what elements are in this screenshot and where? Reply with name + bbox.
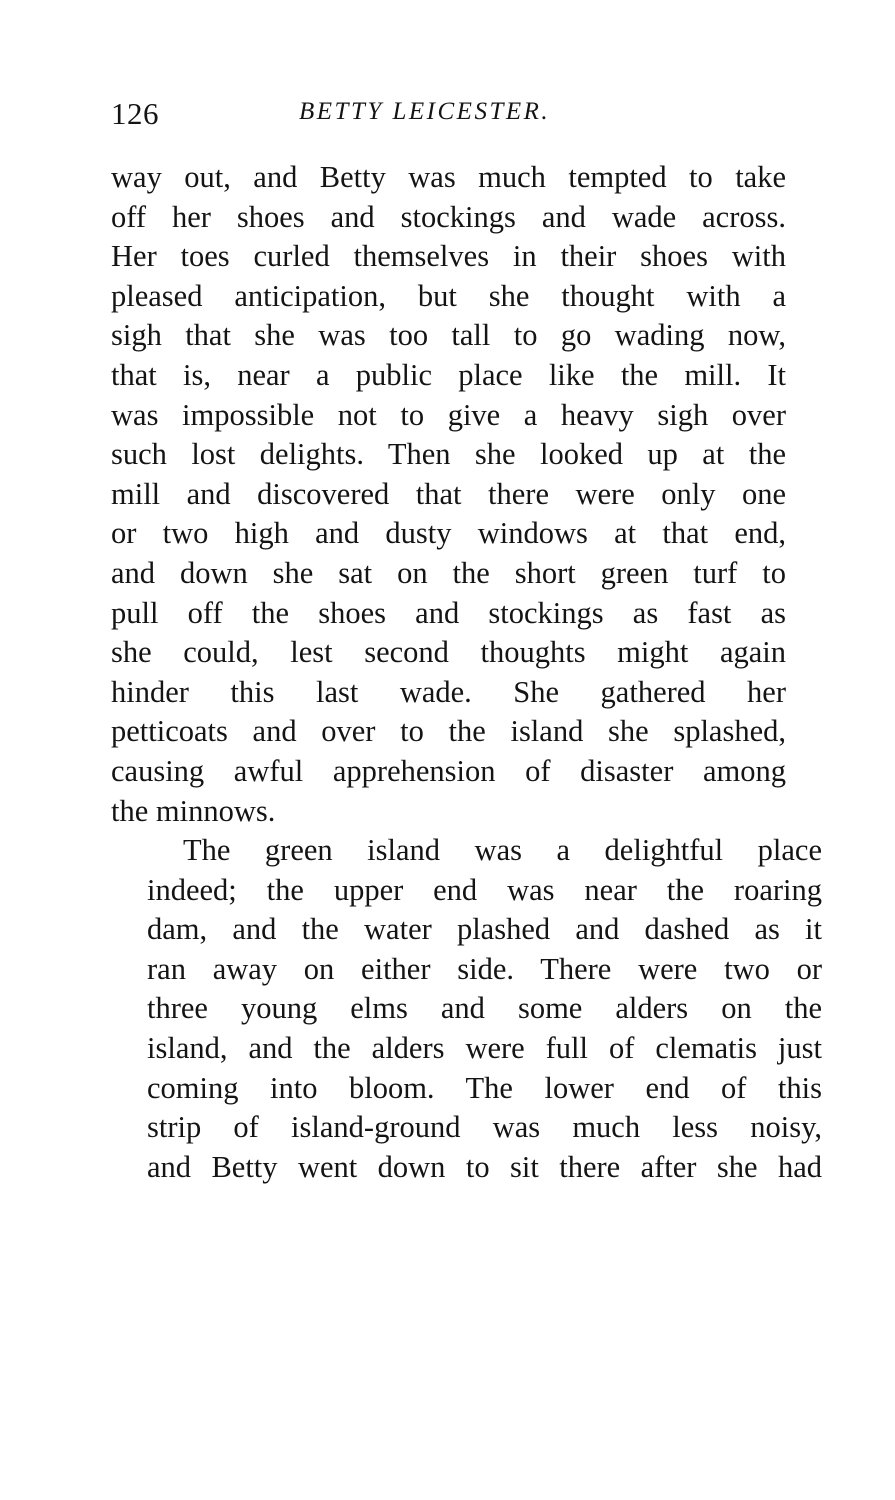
text-line: hinder this last wade. She gathered her	[111, 674, 786, 709]
page-header	[111, 96, 786, 136]
text-line: pull off the shoes and stockings as fast as	[111, 595, 786, 630]
text-line: Her toes curled themselves in their shoes with	[111, 239, 786, 274]
text-line: strip of island-ground was much less noisy,	[147, 1110, 822, 1145]
running-title: BETTY LEICESTER.	[299, 98, 551, 125]
text-line: The green island was a delightful place	[183, 833, 822, 868]
text-line: and down she sat on the short green turf to	[111, 555, 786, 590]
text-line: such lost delights. Then she looked up at the	[111, 437, 786, 472]
text-line: sigh that she was too tall to go wading now,	[111, 318, 786, 353]
text-line: the minnows.	[111, 793, 276, 828]
text-line: way out, and Betty was much tempted to take	[111, 160, 786, 194]
page-number: 126	[111, 96, 159, 131]
text-line: off her shoes and stockings and wade across.	[111, 199, 786, 234]
text-line: pleased anticipation, but she thought with a	[111, 278, 786, 313]
text-line: dam, and the water plashed and dashed as it	[147, 912, 822, 947]
text-line: and Betty went down to sit there after she had	[147, 1149, 822, 1184]
text-line: three young elms and some alders on the	[147, 991, 822, 1026]
text-line: was impossible not to give a heavy sigh over	[111, 397, 786, 432]
text-line: petticoats and over to the island she splashed,	[111, 714, 786, 749]
paragraph-2	[111, 831, 822, 1187]
text-line: ran away on either side. There were two or	[147, 951, 822, 986]
body-text	[111, 158, 822, 1187]
text-line: or two high and dusty windows at that end,	[111, 516, 786, 551]
text-line: island, and the alders were full of clematis just	[147, 1031, 822, 1066]
text-line: that is, near a public place like the mill. It	[111, 357, 786, 392]
text-line: causing awful apprehension of disaster among	[111, 753, 786, 788]
text-line: coming into bloom. The lower end of this	[147, 1070, 822, 1105]
paragraph-1	[111, 158, 786, 831]
text-line: she could, lest second thoughts might again	[111, 635, 786, 670]
text-line: mill and discovered that there were only one	[111, 476, 786, 511]
text-line: indeed; the upper end was near the roaring	[147, 872, 822, 907]
